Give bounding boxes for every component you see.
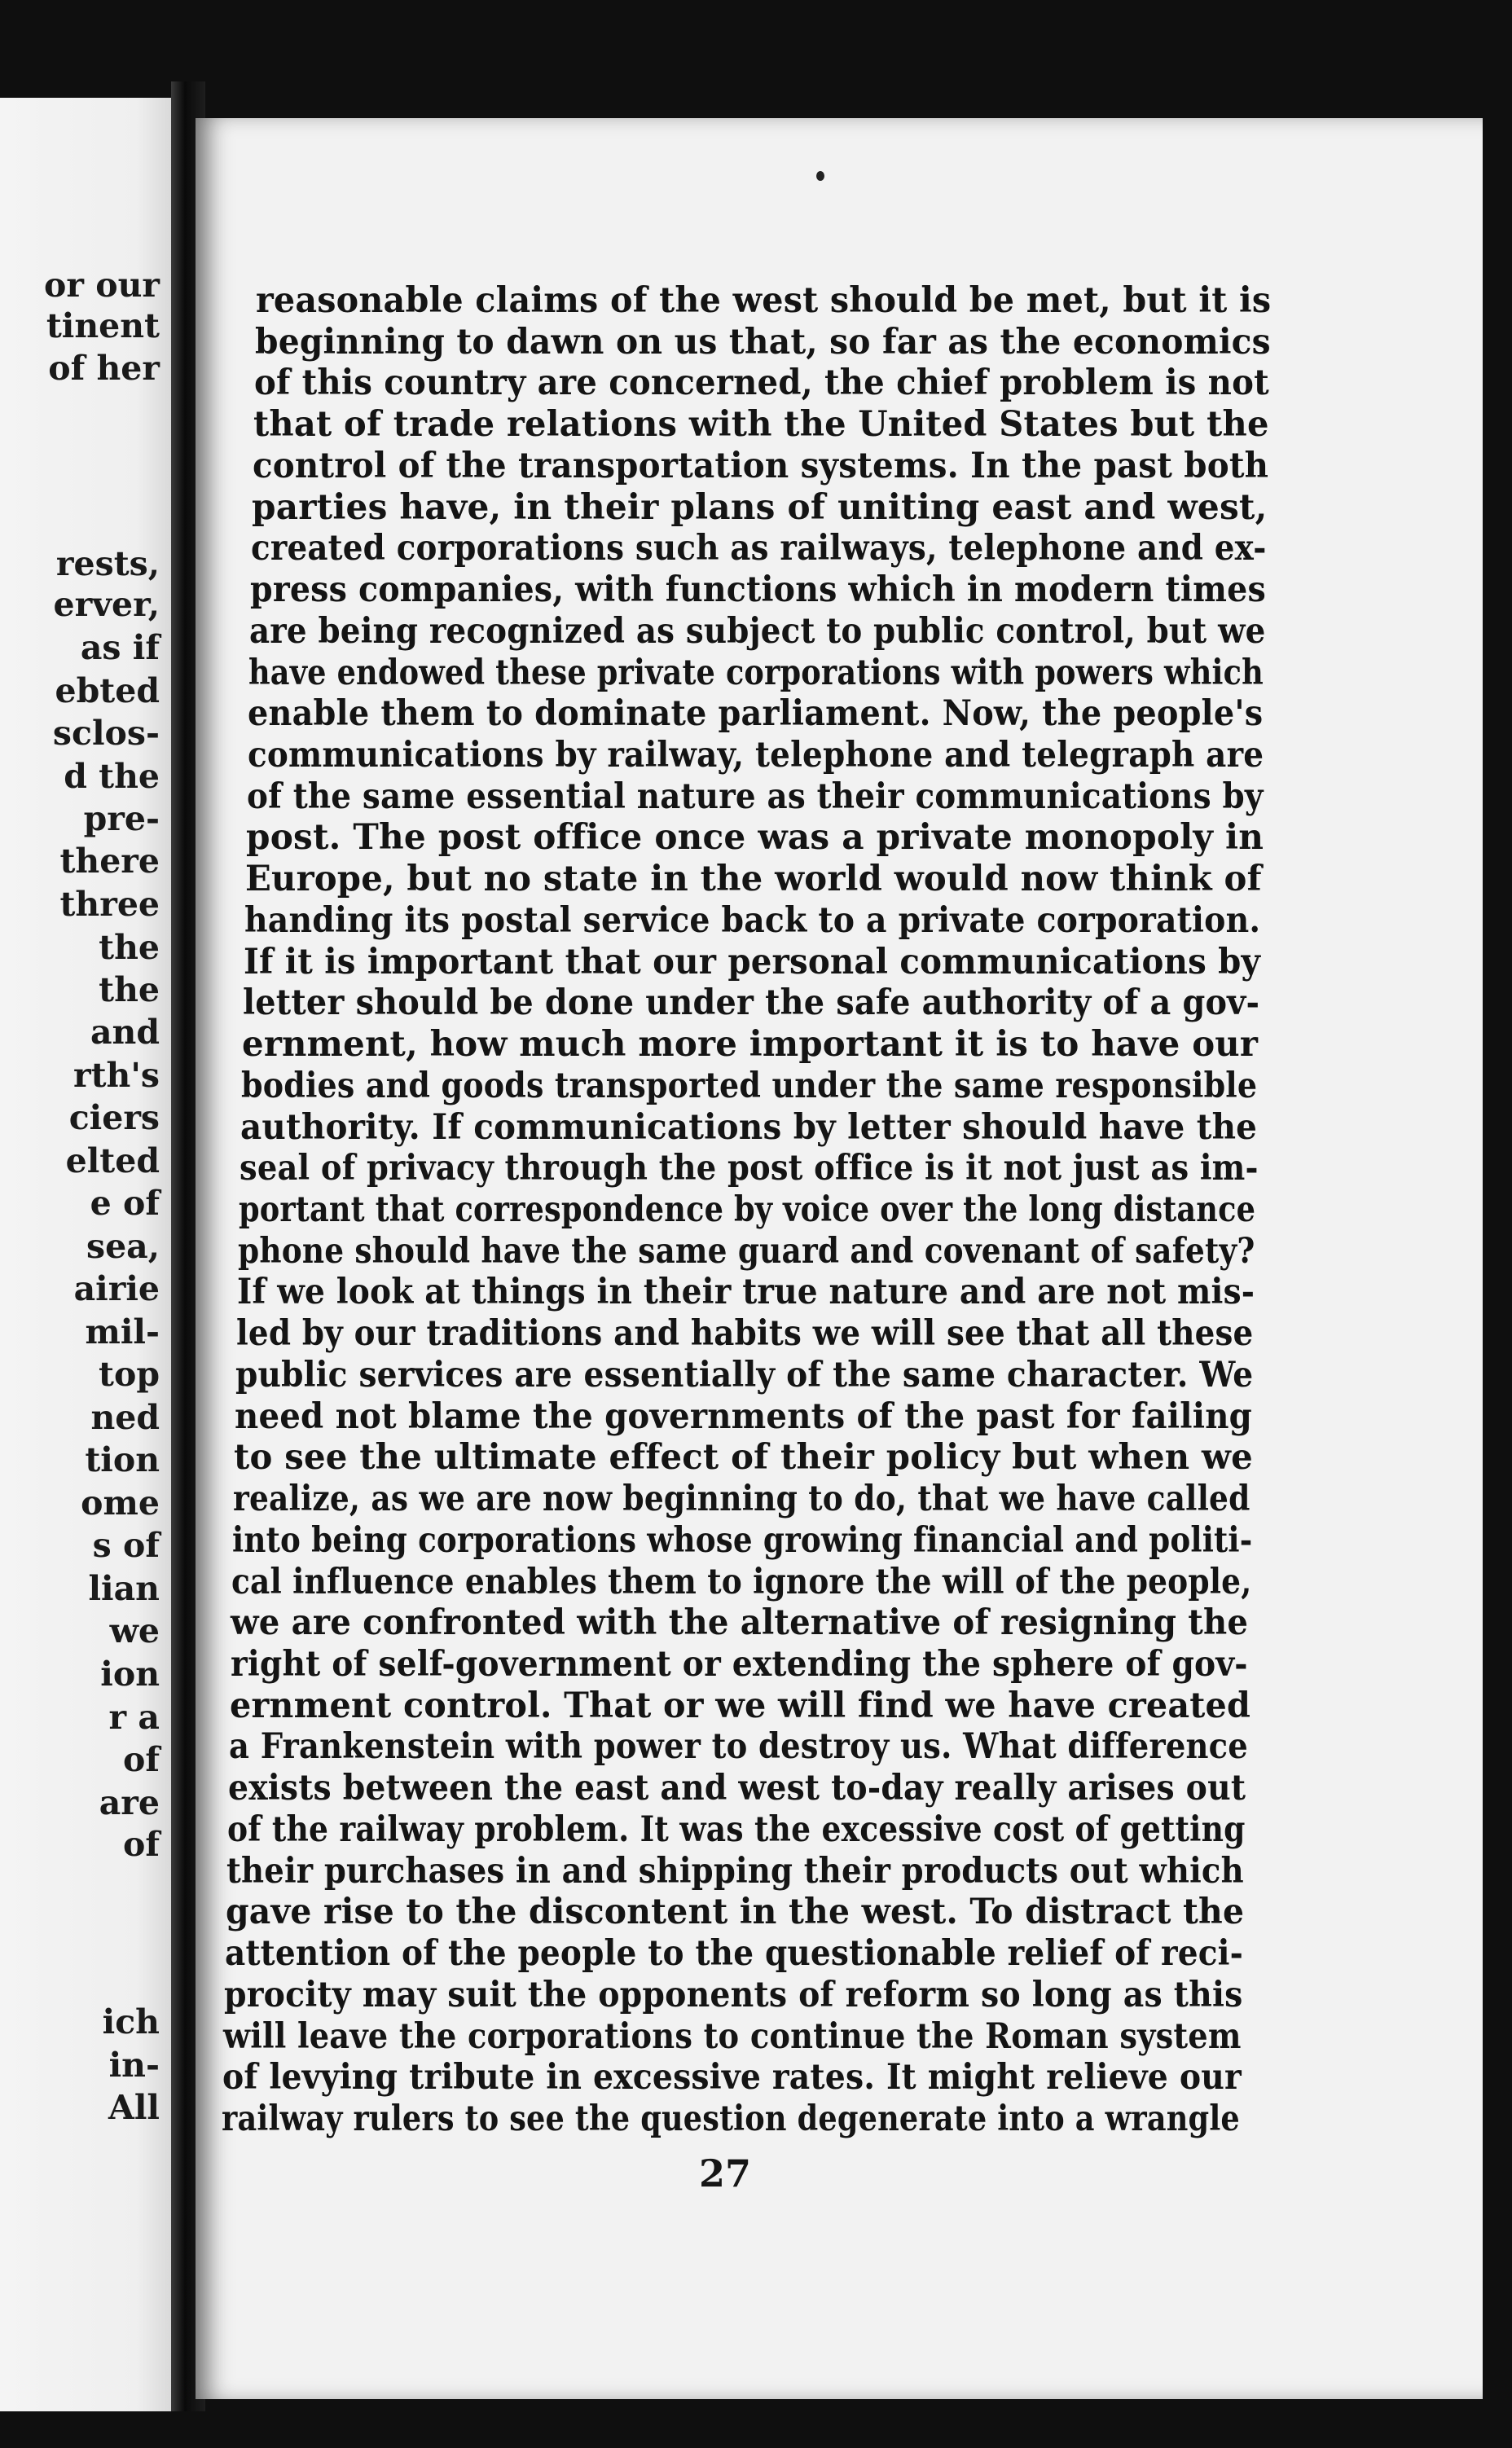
text-line: railway rulers to see the question degenerate into a wrangle — [222, 2099, 1240, 2139]
text-line: authority. If communications by letter should have the — [240, 1106, 1258, 1148]
text-line: public services are essentially of the same character. We — [235, 1354, 1254, 1395]
text-line: handing its postal service back to a private corporation. — [244, 899, 1260, 941]
text-line: ernment, how much more important it is to have our — [241, 1024, 1258, 1066]
left-page-text-fragment: of — [123, 1825, 160, 1864]
left-page-text-fragment: three — [59, 885, 160, 924]
left-page-text-fragment: ned — [90, 1398, 160, 1437]
text-line: of this country are concerned, the chief problem is not — [254, 363, 1269, 404]
text-line: control of the transportation systems. In the past both — [253, 445, 1269, 486]
left-page-text-fragment: of — [123, 1740, 160, 1779]
text-line: of the railway problem. It was the excessive cost of getting — [226, 1809, 1246, 1850]
text-line: letter should be done under the safe authority of a gov- — [242, 982, 1259, 1024]
text-line: created corporations such as railways, telephone and ex- — [251, 528, 1267, 569]
text-line: of levying tribute in excessive rates. It might relieve our — [222, 2057, 1242, 2099]
left-page-text-fragment: erver, — [53, 585, 160, 624]
left-page-text-fragment: the — [99, 928, 160, 967]
left-page-text-fragment: rests, — [55, 544, 160, 583]
text-line: their purchases in and shipping their products out which — [226, 1850, 1244, 1892]
left-page-text-fragment: tion — [85, 1440, 160, 1479]
text-line: have endowed these private corporations with powers which — [248, 652, 1264, 693]
text-line: seal of privacy through the post office is it not just as im- — [239, 1148, 1259, 1189]
left-page-text-fragment: in- — [108, 2046, 160, 2085]
text-line: phone should have the same guard and covenant of safety? — [238, 1230, 1255, 1272]
left-page-text-fragment: airie — [73, 1269, 160, 1308]
text-line: bodies and goods transported under the same responsible — [240, 1065, 1258, 1106]
text-line: communications by railway, telephone and telegraph are — [247, 735, 1264, 776]
left-page-text-fragment: elted — [65, 1141, 160, 1180]
text-line: need not blame the governments of the past for failing — [235, 1395, 1253, 1437]
text-line: realize, as we are now beginning to do, that we have called — [233, 1479, 1250, 1520]
text-line: will leave the corporations to continue the Roman system — [222, 2015, 1242, 2057]
left-page-text-fragment: tinent — [46, 306, 160, 345]
text-line: press companies, with functions which in modern times — [250, 569, 1267, 611]
text-line: a Frankenstein with power to destroy us. What difference — [228, 1726, 1248, 1768]
text-line: that of trade relations with the United States but the — [253, 404, 1269, 446]
text-line: procity may suit the opponents of reform so long as this — [223, 1974, 1243, 2015]
text-line: right of self-government or extending the sphere of gov- — [230, 1644, 1248, 1685]
left-page-text-fragment: lian — [88, 1569, 160, 1608]
left-page-text-fragment: ciers — [68, 1098, 160, 1137]
left-page-text-fragment: e of — [90, 1184, 160, 1223]
left-page-text-fragment: ich — [102, 2002, 160, 2041]
page-number: 27 — [699, 2151, 752, 2195]
left-page-text-fragment: we — [109, 1611, 160, 1650]
left-page-text-fragment: rth's — [73, 1056, 160, 1095]
left-page-text-fragment: are — [99, 1783, 160, 1822]
text-line: enable them to dominate parliament. Now, the people's — [248, 693, 1264, 735]
text-line: of the same essential nature as their communications by — [246, 776, 1264, 817]
text-line: gave rise to the discontent in the west. To distract the — [225, 1892, 1244, 1933]
left-page-text-fragment: of her — [48, 349, 160, 388]
text-line: into being corporations whose growing financial and politi- — [232, 1519, 1253, 1561]
text-line: attention of the people to the questionable relief of reci- — [224, 1933, 1243, 1975]
text-line: post. The post office once was a private monopoly in — [245, 817, 1264, 859]
left-page-text-fragment: there — [59, 842, 160, 881]
left-page-text-fragment: All — [108, 2088, 160, 2127]
text-line: ernment control. That or we will find we have created — [229, 1685, 1250, 1726]
text-line: we are confronted with the alternative of resigning the — [231, 1602, 1249, 1644]
left-page-text-fragment: sea, — [86, 1227, 160, 1266]
text-line: exists between the east and west to-day really arises out — [227, 1768, 1246, 1809]
text-line: reasonable claims of the west should be met, but it is — [256, 280, 1272, 321]
text-line: Europe, but no state in the world would now think of — [244, 859, 1262, 900]
left-page-text-fragment: d the — [64, 757, 160, 796]
left-page-text-fragment: as if — [80, 628, 160, 667]
text-line: portant that correspondence by voice over the long distance — [239, 1189, 1256, 1230]
left-page-text-fragment: or our — [44, 266, 160, 305]
left-page-text-fragment: top — [99, 1355, 160, 1394]
text-line: are being recognized as subject to public control, but we — [249, 610, 1266, 652]
text-line: led by our traditions and habits we will see that all these — [236, 1313, 1254, 1355]
left-page-text-fragment: sclos- — [52, 714, 160, 753]
left-page-text-fragment: and — [90, 1013, 160, 1052]
left-page-text-fragment: the — [99, 970, 160, 1009]
left-page-text-fragment: s of — [92, 1526, 160, 1565]
text-line: cal influence enables them to ignore the will of the people, — [231, 1561, 1252, 1602]
left-page-text-fragment: pre- — [83, 799, 160, 838]
text-line: beginning to dawn on us that, so far as the economics — [255, 321, 1271, 363]
left-page-text-fragment: mil- — [85, 1312, 160, 1351]
text-line: to see the ultimate effect of their policy but when we — [234, 1437, 1254, 1479]
text-line: If we look at things in their true nature and are not mis- — [237, 1272, 1255, 1313]
left-page-text-fragment: r a — [108, 1698, 160, 1737]
text-line: If it is important that our personal communications by — [243, 941, 1260, 982]
text-line: parties have, in their plans of uniting east and west, — [252, 486, 1268, 528]
left-page-text-fragment: ebted — [55, 671, 160, 710]
left-page-text-fragment: ome — [81, 1483, 160, 1523]
left-page-text-fragment: ion — [100, 1655, 160, 1694]
